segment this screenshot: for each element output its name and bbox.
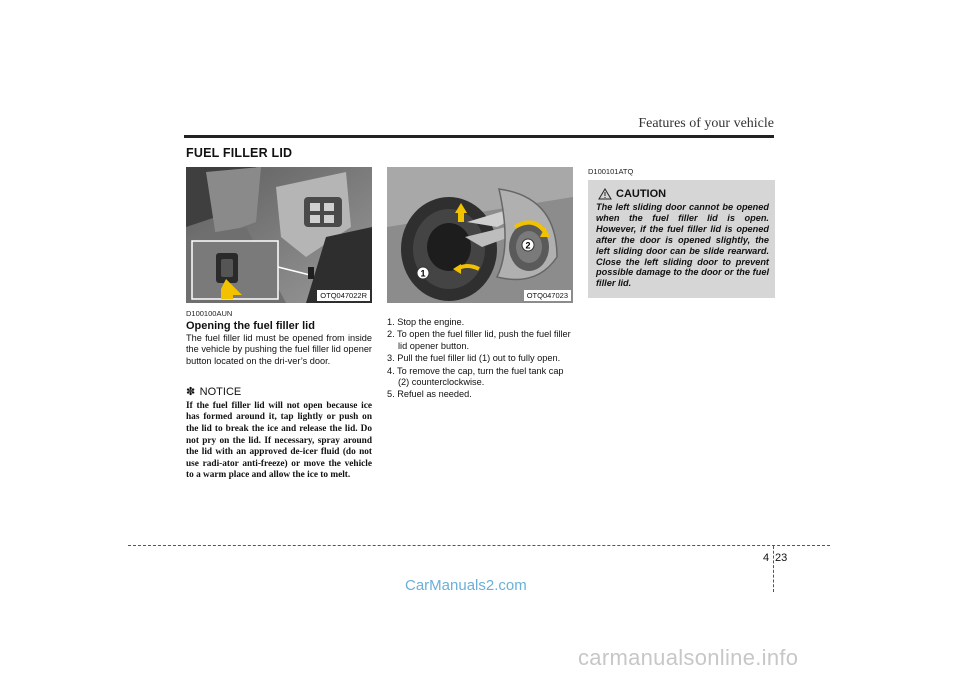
notice-symbol-icon: ✽: [186, 385, 196, 398]
page-divider: [773, 546, 774, 592]
caution-label: CAUTION: [616, 188, 667, 200]
caution-heading: [598, 188, 769, 200]
caution-section-code: D100101ATQ: [588, 167, 634, 176]
fuel-lid-illustration: [387, 167, 573, 303]
door-switch-photo: [186, 167, 372, 303]
chapter-number: 4: [763, 552, 770, 564]
caution-paragraph: The left sliding door cannot be opened when the fuel filler lid is open. However, if the fuel filler lid is opened after the door is opened slightly, the left sliding door can be slide rearward. Close the left sliding door to prevent possible damage to the door or the fuel filler lid.: [596, 202, 769, 289]
notice-paragraph: If the fuel filler lid will not open because ice has formed around it, tap lightly or push on the lid to break the ice and release the lid. Do not pry on the lid. If necessary, spray around the lid with an approved de-icer fluid (do not use radi-ator anti-freeze) or move the vehicle to a warm place and allow the ice to melt.: [186, 400, 372, 481]
callout-1-label: 1: [420, 268, 426, 279]
watermark-bottom: carmanualsonline.info: [578, 645, 799, 670]
watermark-top: CarManuals2.com: [405, 577, 527, 594]
photo-caption: OTQ047022R: [317, 290, 370, 301]
step-item: 3. Pull the fuel filler lid (1) out to fully open.: [387, 353, 561, 364]
steps-column: [387, 317, 573, 402]
body-paragraph: The fuel filler lid must be opened from inside the vehicle by pushing the fuel filler lid opener button located on the dri-ver’s door.: [186, 333, 372, 366]
step-item: 2. To open the fuel filler lid, push the fuel filler lid opener button.: [387, 329, 571, 351]
notice-label: NOTICE: [199, 385, 242, 398]
page-number: 23: [775, 552, 788, 564]
section-code: D100100AUN: [186, 309, 233, 318]
step-item: 4. To remove the cap, turn the fuel tank cap (2) counterclockwise.: [387, 365, 564, 388]
step-item: 1. Stop the engine.: [387, 317, 465, 327]
chapter-header-title: Features of your vehicle: [638, 116, 774, 131]
warning-triangle-icon: [598, 188, 612, 200]
photo-caption: OTQ047023: [524, 290, 571, 301]
header-rule: [184, 135, 774, 138]
notice-heading: [186, 382, 372, 400]
door-switch-illustration: [186, 167, 372, 303]
left-column-text: [186, 309, 372, 482]
procedure-steps: [387, 317, 573, 401]
subsection-title: Opening the fuel filler lid: [186, 320, 315, 332]
section-title: FUEL FILLER LID: [186, 146, 293, 160]
step-item: 5. Refuel as needed.: [387, 389, 472, 400]
fuel-lid-photo: [387, 167, 573, 303]
callout-2-label: 2: [525, 240, 531, 251]
caution-box: [588, 180, 775, 298]
footer-rule: [128, 545, 830, 546]
